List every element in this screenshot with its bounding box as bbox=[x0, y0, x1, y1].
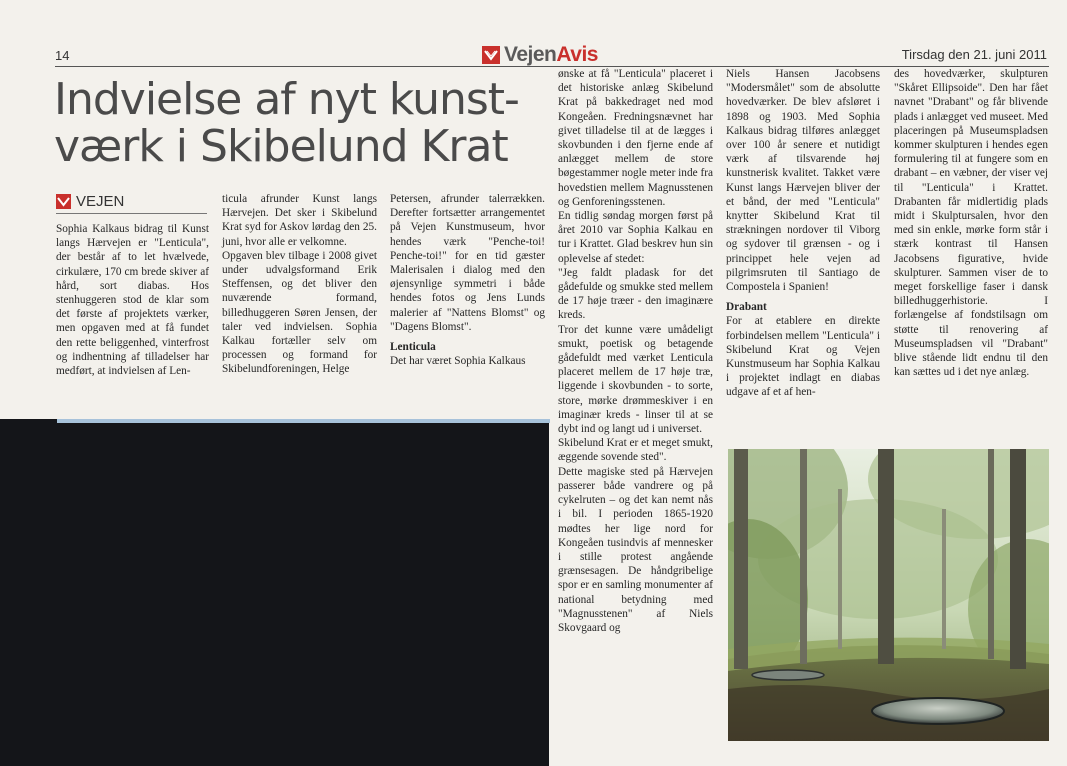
page-number: 14 bbox=[55, 48, 70, 63]
col4-paragraph-1: ønske at få "Lenticula" placeret i det historiske anlæg Skibelund Krat på bakkedraget ned mod Kongeåen. Fredningsnævnet har givet tilladelse til at de lægges i skovbunden i den fjerne ende af anlægget mellem de store bøgestammer nogle meter inde fra hovedstien mellem Magnusstenen og Genforeningsstenen. bbox=[558, 68, 713, 208]
section-logo-icon bbox=[56, 194, 71, 209]
col4-paragraph-2: En tidlig søndag morgen først på året 2010 var Sophia Kalkau en tur i Krattet. Glad beskrev hun sin oplevelse af stedet: bbox=[558, 210, 713, 265]
issue-date: Tirsdag den 21. juni 2011 bbox=[901, 47, 1047, 62]
col2-paragraph-2: Opgaven blev tilbage i 2008 givet under udvalgsformand Erik Steffensen, og det bliver den nuværende formand, billedhuggeren Søren Jensen, der taler ved indvielsen. Sophia Kalkau fortæller selv om processen og formand for Skibelundforeningen, Helge bbox=[222, 249, 377, 376]
col3-paragraph-2: Det har været Sophia Kalkaus bbox=[390, 355, 526, 368]
column-3 bbox=[390, 192, 545, 368]
col2-paragraph-1: ticula afrunder Kunst langs Hærvejen. Det sker i Skibelund Krat syd for Askov lørdag den 25. juni, hvor alle er velkomne. bbox=[222, 193, 377, 248]
forest-photo bbox=[728, 449, 1049, 741]
article-headline bbox=[54, 76, 524, 170]
col5-paragraph-2: For at etablere en direkte forbindelsen mellem "Lenticula" i Skibelund Krat og Vejen Kunstmuseum har Sophia Kalkau i projektet indlagt en diabas udgave af et af hen- bbox=[726, 315, 880, 399]
col4-paragraph-6: Dette magiske sted på Hærvejen passerer både vandrere og på cykelruten – og det kan nemt nås i bil. I perioden 1865-1920 mødtes her lige nord for Kongeåen tusindvis af mennesker i stille protest angående grænsesagen. De håndgribelige spor er en samling monumenter af national betydning med "Magnusstenen" af Niels Skovgaard og bbox=[558, 465, 713, 634]
section-rule bbox=[56, 213, 207, 214]
column-5 bbox=[726, 67, 880, 400]
col3-subheading: Lenticula bbox=[390, 341, 436, 354]
section-label bbox=[56, 193, 124, 210]
col3-paragraph-1: Petersen, afrunder talerrækken. Derefter fortsætter arrangementet på Vejen Kunstmuseum, hvor hendes værk "Penche-toi! Penche-toi!" for en tid gæster Malerisalen i dialog med den øjensynlige symmetri i både hendes fotos og Jens Lunds malerier af "Nattens Blomst" og "Dagens Blomst". bbox=[390, 193, 545, 333]
redaction-block bbox=[0, 419, 549, 766]
col5-subheading: Drabant bbox=[726, 301, 767, 314]
vejenavis-logo-icon bbox=[482, 46, 500, 64]
col4-paragraph-4: Tror det kunne være umådeligt smukt, poetisk og betagende gådefuldt med værket Lenticula placeret mellem de 17 høje træ, liggende i skovbunden - to sorte, store, mørke drømmeskiver i en imaginær kreds - linser til at se dybt ind og langt ud i universet. bbox=[558, 323, 713, 436]
section-name: VEJEN bbox=[76, 193, 125, 210]
headline-line-1: Indvielse af nyt kunst- bbox=[54, 74, 519, 125]
col6-paragraph-1: des hovedværker, skulpturen "Skåret Ellipsoide". Den har fået navnet "Drabant" og får blivende plads i anlægget ved museet. Med placeringen på Museumspladsen kommer skulpturen i hendes egen formulering til at fungere som en drabant – en væbner, der viser vej til "Lenticula" i Krattet. Drabanten får midlertidig plads midt i Skulptursalen, hvor den med sin enkle, mørke form står i stærk kontrast til Hansen Jacobsens figurative, hvide skulpturer. Sammen viser de to meget forskellige faser i dansk billedhuggerhistorie. I forlængelse af fondstilsagn om støtte til renovering af Museumspladsen vil "Drabant" blive stående lidt endnu til den kan sættes ud i det nye anlæg. bbox=[894, 68, 1048, 379]
col1-paragraph: Sophia Kalkaus bidrag til Kunst langs Hærvejen er "Lenticula", der består af to let hvælvede, cirkulære, 170 cm brede skiver af hård, sort diabas. Hos stenhuggeren stod de klar som det første af projektets værker, men opgaven med at få fundet den rette beliggenhed, vinterfrost og indhentning af tilladelser har medført, at indvielsen af Len- bbox=[56, 223, 209, 378]
col4-paragraph-3: "Jeg faldt pladask for det gådefulde og smukke sted mellem de 17 høje træer - den imaginære kreds. bbox=[558, 266, 713, 322]
blue-divider bbox=[57, 419, 550, 423]
forest-photo-image bbox=[728, 449, 1049, 741]
column-6 bbox=[894, 67, 1048, 379]
col5-paragraph-1: Niels Hansen Jacobsens "Modersmålet" som de absolutte hovedværker. De blev afsløret i 1898 og 1903. Med Sophia Kalkaus bidrag tilføres anlægget over 100 år senere et nutidigt værk af tilsvarende høj kunstnerisk kvalitet. Takket være Kunst langs Hærvejen bliver der et bånd, der med "Lenticula" knytter Skibelund Krat til strækningen nordover til Viborg og sydover til grænsen - og i princippet hele vejen ad pilgrimsruten til Santiago de Compostela i Spanien! bbox=[726, 68, 880, 294]
column-2 bbox=[222, 192, 377, 377]
masthead-avis: Avis bbox=[556, 43, 598, 66]
column-1 bbox=[56, 222, 209, 378]
masthead-vejen: Vejen bbox=[504, 43, 557, 66]
headline-line-2: værk i Skibelund Krat bbox=[54, 121, 508, 172]
masthead bbox=[482, 44, 598, 66]
col4-paragraph-5: Skibelund Krat er et meget smukt, æggende sovende sted". bbox=[558, 437, 713, 464]
column-4 bbox=[558, 67, 713, 635]
